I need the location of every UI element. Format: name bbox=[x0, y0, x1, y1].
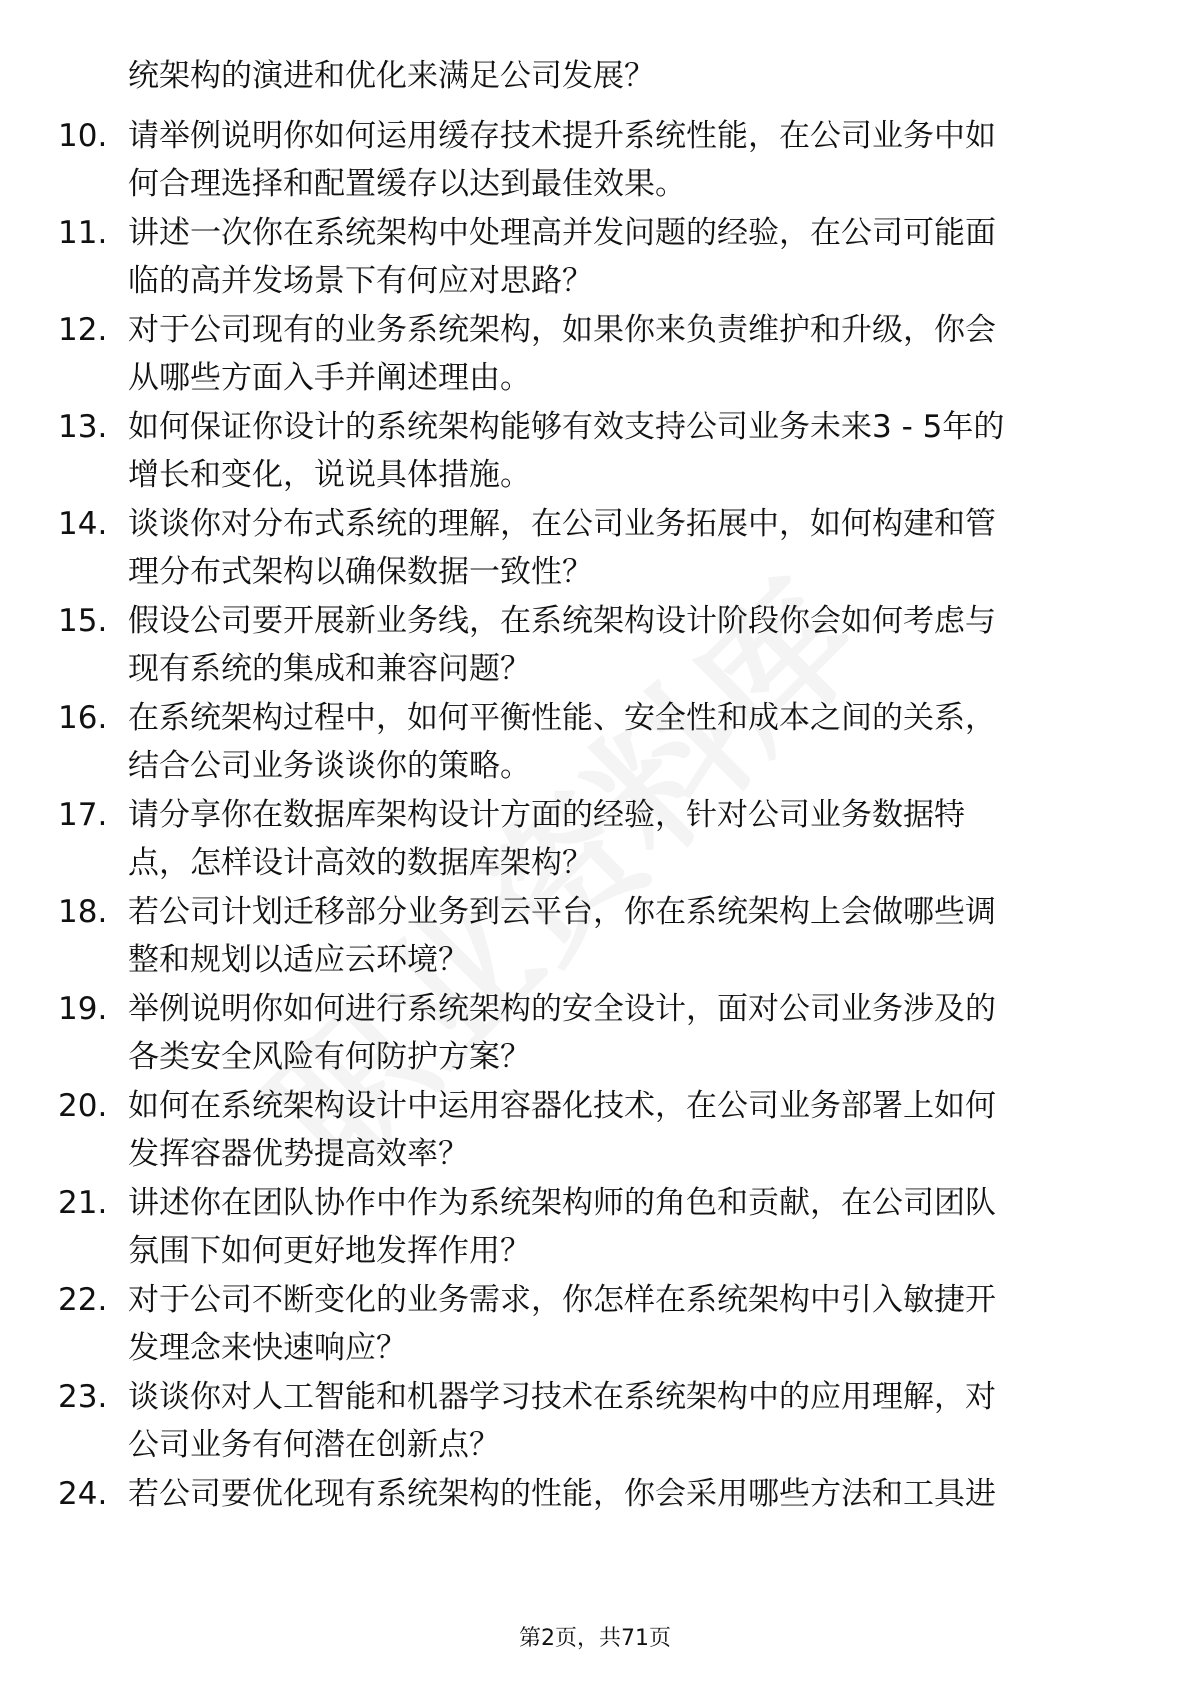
question-text bbox=[128, 597, 1118, 693]
question-number: 16. bbox=[58, 700, 108, 736]
question-number: 14. bbox=[58, 506, 108, 542]
question-number: 13. bbox=[58, 409, 108, 445]
question-text bbox=[128, 112, 1118, 208]
question-text-line: 现有系统的集成和兼容问题？ bbox=[128, 651, 531, 687]
question-text bbox=[128, 209, 1118, 305]
question-item bbox=[0, 306, 1190, 403]
question-item bbox=[0, 888, 1190, 985]
question-text-line: 公司业务有何潜在创新点？ bbox=[128, 1427, 500, 1463]
question-text bbox=[128, 1276, 1118, 1372]
question-text bbox=[128, 1470, 1118, 1518]
question-text bbox=[128, 791, 1118, 887]
question-text-line: 谈谈你对人工智能和机器学习技术在系统架构中的应用理解，对 bbox=[128, 1379, 996, 1415]
question-text-line: 临的高并发场景下有何应对思路？ bbox=[128, 263, 593, 299]
question-item bbox=[0, 1276, 1190, 1373]
question-text-line: 各类安全风险有何防护方案？ bbox=[128, 1039, 531, 1075]
question-text-line: 结合公司业务谈谈你的策略。 bbox=[128, 748, 531, 784]
question-text-line: 发挥容器优势提高效率？ bbox=[128, 1136, 469, 1172]
question-text bbox=[128, 1082, 1118, 1178]
question-number: 21. bbox=[58, 1185, 108, 1221]
question-number: 23. bbox=[58, 1379, 108, 1415]
question-text-line: 如何在系统架构设计中运用容器化技术，在公司业务部署上如何 bbox=[128, 1088, 996, 1124]
question-number: 18. bbox=[58, 894, 108, 930]
question-number: 12. bbox=[58, 312, 108, 348]
question-text-line: 整和规划以适应云环境？ bbox=[128, 942, 469, 978]
question-text bbox=[128, 694, 1118, 790]
question-text-line: 增长和变化，说说具体措施。 bbox=[128, 457, 531, 493]
page-footer: 第2页，共71页 bbox=[519, 1626, 671, 1651]
question-number: 24. bbox=[58, 1476, 108, 1512]
question-number: 19. bbox=[58, 991, 108, 1027]
question-text-line: 假设公司要开展新业务线，在系统架构设计阶段你会如何考虑与 bbox=[128, 603, 996, 639]
question-text-line: 对于公司不断变化的业务需求，你怎样在系统架构中引入敏捷开 bbox=[128, 1282, 996, 1318]
question-text-line: 若公司要优化现有系统架构的性能，你会采用哪些方法和工具进 bbox=[128, 1476, 996, 1512]
question-text-line: 发理念来快速响应？ bbox=[128, 1330, 407, 1366]
question-item bbox=[0, 112, 1190, 209]
question-text-line: 请分享你在数据库架构设计方面的经验，针对公司业务数据特 bbox=[128, 797, 965, 833]
question-text-line: 举例说明你如何进行系统架构的安全设计，面对公司业务涉及的 bbox=[128, 991, 996, 1027]
question-text-line: 请举例说明你如何运用缓存技术提升系统性能，在公司业务中如 bbox=[128, 118, 996, 154]
question-list bbox=[0, 112, 1190, 1567]
question-text-line: 讲述一次你在系统架构中处理高并发问题的经验，在公司可能面 bbox=[128, 215, 996, 251]
question-text bbox=[128, 1179, 1118, 1275]
question-text-line: 在系统架构过程中，如何平衡性能、安全性和成本之间的关系， bbox=[128, 700, 996, 736]
question-item bbox=[0, 1373, 1190, 1470]
question-item bbox=[0, 500, 1190, 597]
question-number: 22. bbox=[58, 1282, 108, 1318]
question-text bbox=[128, 306, 1118, 402]
question-item bbox=[0, 403, 1190, 500]
question-item bbox=[0, 1179, 1190, 1276]
continued-question-text: 统架构的演进和优化来满足公司发展？ bbox=[128, 58, 655, 94]
question-text-line: 若公司计划迁移部分业务到云平台，你在系统架构上会做哪些调 bbox=[128, 894, 996, 930]
question-number: 17. bbox=[58, 797, 108, 833]
question-text-line: 谈谈你对分布式系统的理解，在公司业务拓展中，如何构建和管 bbox=[128, 506, 996, 542]
question-text bbox=[128, 888, 1118, 984]
question-item bbox=[0, 1470, 1190, 1567]
question-item bbox=[0, 597, 1190, 694]
question-text-line: 点，怎样设计高效的数据库架构？ bbox=[128, 845, 593, 881]
question-text-line: 从哪些方面入手并阐述理由。 bbox=[128, 360, 531, 396]
question-item bbox=[0, 694, 1190, 791]
question-text-line: 氛围下如何更好地发挥作用？ bbox=[128, 1233, 531, 1269]
question-item bbox=[0, 985, 1190, 1082]
question-text-line: 讲述你在团队协作中作为系统架构师的角色和贡献，在公司团队 bbox=[128, 1185, 996, 1221]
question-text-line: 对于公司现有的业务系统架构，如果你来负责维护和升级，你会 bbox=[128, 312, 996, 348]
question-text bbox=[128, 1373, 1118, 1469]
question-item bbox=[0, 209, 1190, 306]
question-text bbox=[128, 985, 1118, 1081]
question-text bbox=[128, 403, 1118, 499]
question-text-line: 何合理选择和配置缓存以达到最佳效果。 bbox=[128, 166, 686, 202]
question-text-line: 如何保证你设计的系统架构能够有效支持公司业务未来3 - 5年的 bbox=[128, 409, 1005, 445]
question-number: 20. bbox=[58, 1088, 108, 1124]
question-text-line: 理分布式架构以确保数据一致性？ bbox=[128, 554, 593, 590]
question-number: 15. bbox=[58, 603, 108, 639]
question-item bbox=[0, 791, 1190, 888]
question-text bbox=[128, 500, 1118, 596]
question-number: 10. bbox=[58, 118, 108, 154]
question-number: 11. bbox=[58, 215, 108, 251]
question-item bbox=[0, 1082, 1190, 1179]
